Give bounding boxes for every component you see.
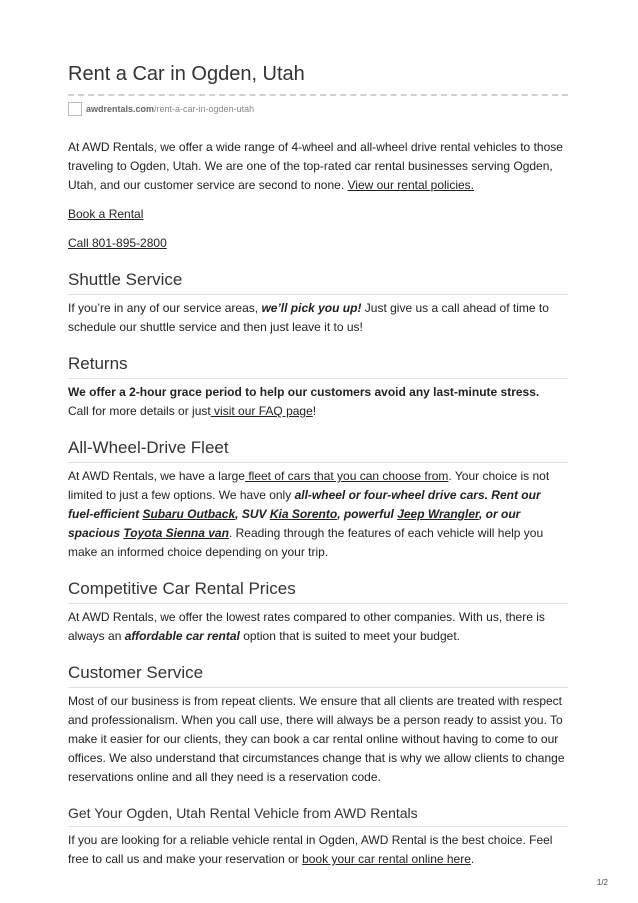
ogden-heading: Get Your Ogden, Utah Rental Vehicle from AWD Rentals: [68, 803, 568, 827]
call-line: [68, 234, 568, 253]
faq-link[interactable]: visit our FAQ page: [210, 404, 313, 418]
page-number: 1/2: [596, 878, 608, 887]
intro-paragraph: At AWD Rentals, we offer a wide range of 4-wheel and all-wheel drive rental vehicles to those traveling to Ogden, Utah. We are one of the top-rated car rental businesses serving Ogden, Utah, and our customer service are second to none. View our rental policies.: [68, 140, 563, 192]
ogden-paragraph: If you are looking for a reliable vehicle rental in Ogden, AWD Rental is the best choice. Feel free to call us and make your reservation or book your car rental online here.: [68, 833, 553, 866]
shuttle-section: [68, 269, 568, 337]
shuttle-paragraph: If you’re in any of our service areas, we’ll pick you up! Just give us a call ahead of time to schedule our shuttle service and then just leave it to us!: [68, 301, 549, 334]
shuttle-heading: Shuttle Service: [68, 269, 568, 295]
page-title: Rent a Car in Ogden, Utah: [68, 62, 568, 96]
book-line: [68, 205, 568, 224]
customer-heading: Customer Service: [68, 662, 568, 688]
document-page: [68, 62, 568, 869]
customer-paragraph: Most of our business is from repeat clients. We ensure that all clients are treated with respect and professionalism. When you call use, there will always be a person ready to assist you. To make it easier for our clients, they can book a car rental online without having to come to our offices. We also understand that circumstances change that is why we allow clients to change reservations online and all they need is a reservation code.: [68, 694, 565, 784]
returns-heading: Returns: [68, 353, 568, 379]
source-domain[interactable]: awdrentals.com: [86, 104, 155, 114]
rental-policies-link[interactable]: View our rental policies.: [347, 178, 475, 192]
prices-paragraph: At AWD Rentals, we offer the lowest rates compared to other companies. With us, there is always an affordable car rental option that is suited to meet your budget.: [68, 610, 545, 643]
fleet-link[interactable]: fleet of cars that you can choose from: [244, 469, 449, 483]
favicon-placeholder-icon: [68, 102, 82, 116]
fleet-section: [68, 437, 568, 562]
fleet-paragraph: At AWD Rentals, we have a large fleet of cars that you can choose from. Your choice is not limited to just a few options. We have only all-wheel or four-wheel drive cars. Rent our fuel-efficient Subaru Outback, SUV Kia Sorento, powerful Jeep Wrangler, or our spacious Toyota Sienna van. Reading through the features of each vehicle will help you make an informed choice depending on your trip.: [68, 469, 550, 559]
customer-section: [68, 662, 568, 787]
prices-section: [68, 578, 568, 646]
source-path[interactable]: /rent-a-car-in-ogden-utah: [154, 104, 255, 114]
call-link[interactable]: Call 801-895-2800: [68, 236, 167, 250]
toyota-sienna-link[interactable]: Toyota Sienna van: [123, 526, 229, 540]
book-rental-link[interactable]: Book a Rental: [68, 207, 144, 221]
subaru-outback-link[interactable]: Subaru Outback: [142, 507, 236, 521]
prices-heading: Competitive Car Rental Prices: [68, 578, 568, 604]
kia-sorento-link[interactable]: Kia Sorento: [269, 507, 338, 521]
returns-section: [68, 353, 568, 421]
returns-paragraph: We offer a 2-hour grace period to help our customers avoid any last-minute stress. Call for more details or just visit our FAQ page!: [68, 385, 540, 418]
fleet-heading: All-Wheel-Drive Fleet: [68, 437, 568, 463]
source-line: [68, 100, 568, 118]
book-online-link[interactable]: book your car rental online here: [302, 852, 471, 866]
jeep-wrangler-link[interactable]: Jeep Wrangler: [397, 507, 480, 521]
ogden-section: [68, 803, 568, 869]
